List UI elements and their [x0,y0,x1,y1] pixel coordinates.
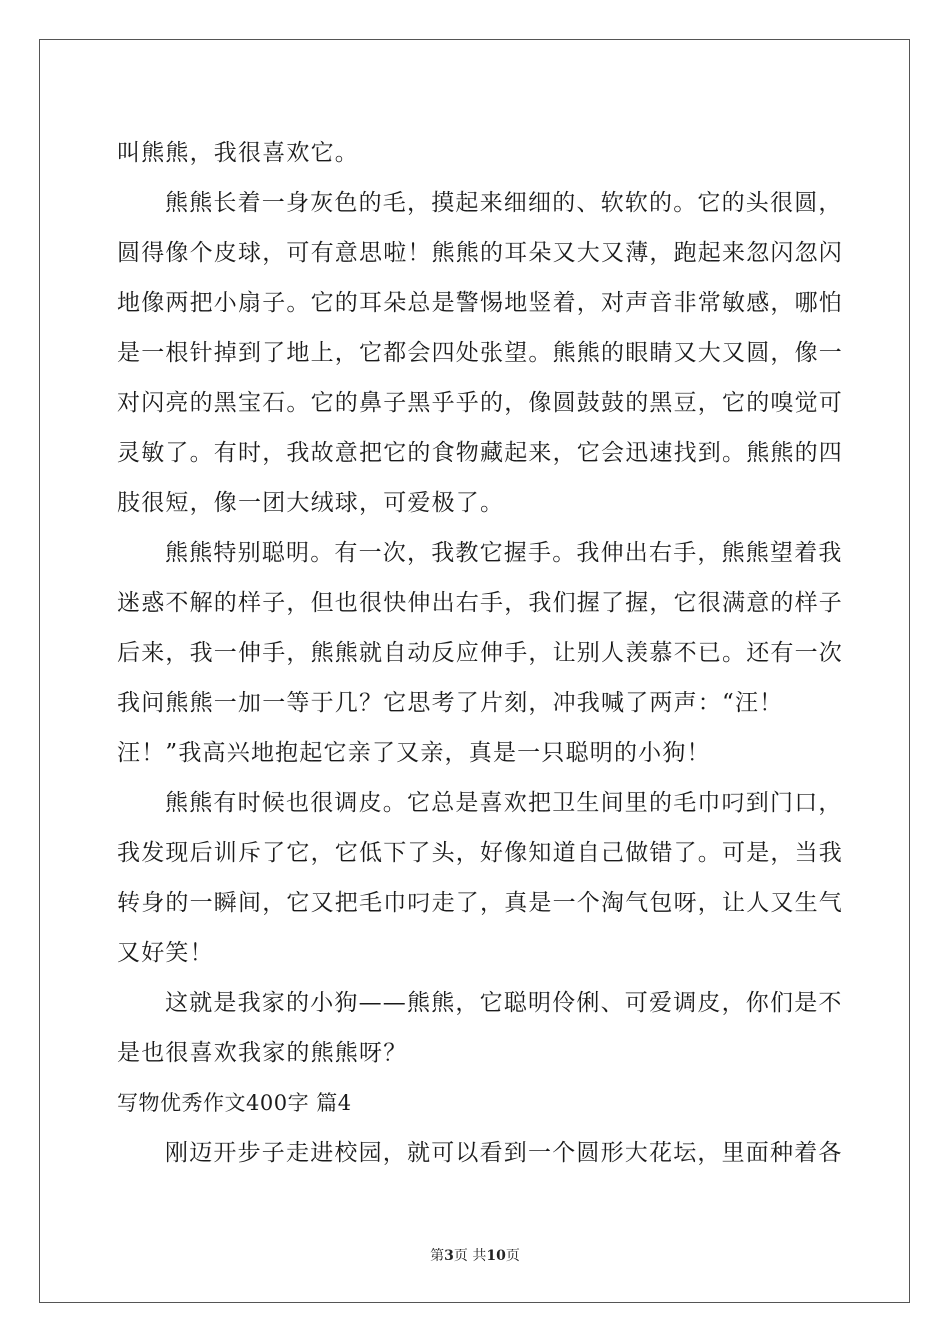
text-line: 是一根针掉到了地上，它都会四处张望。熊熊的眼睛又大又圆，像一 [117,340,843,366]
text-line: 我发现后训斥了它，它低下了头，好像知道自己做错了。可是，当我 [117,840,843,866]
section-heading: 写物优秀作文400字 篇4 [117,1091,352,1115]
text-line: 这就是我家的小狗——熊熊，它聪明伶俐、可爱调皮，你们是不 [165,990,843,1016]
text-line: 我问熊熊一加一等于几？它思考了片刻，冲我喊了两声：“汪！ [117,690,784,716]
page-footer [0,1245,950,1265]
text-line: 圆得像个皮球，可有意思啦！熊熊的耳朵又大又薄，跑起来忽闪忽闪 [117,240,843,266]
text-line: 灵敏了。有时，我故意把它的食物藏起来，它会迅速找到。熊熊的四 [117,440,843,466]
text-line: 熊熊长着一身灰色的毛，摸起来细细的、软软的。它的头很圆， [165,190,843,216]
text-line: 肢很短，像一团大绒球，可爱极了。 [117,490,505,516]
text-line: 叫熊熊，我很喜欢它。 [117,140,359,166]
text-line: 熊熊特别聪明。有一次，我教它握手。我伸出右手，熊熊望着我 [165,540,843,566]
document-body [117,128,843,1178]
text-line: 刚迈开步子走进校园，就可以看到一个圆形大花坛，里面种着各 [165,1140,843,1166]
text-line: 熊熊有时候也很调皮。它总是喜欢把卫生间里的毛巾叼到门口， [165,790,843,816]
footer-prefix: 第 [430,1248,445,1264]
text-line: 地像两把小扇子。它的耳朵总是警惕地竖着，对声音非常敏感，哪怕 [117,290,843,316]
text-line: 转身的一瞬间，它又把毛巾叼走了，真是一个淘气包呀，让人又生气 [117,890,843,916]
text-line: 对闪亮的黑宝石。它的鼻子黑乎乎的，像圆鼓鼓的黑豆，它的嗅觉可 [117,390,843,416]
footer-total-pages: 10 [486,1248,506,1264]
footer-current-page: 3 [444,1248,454,1264]
text-line: 又好笑！ [117,940,214,966]
text-line: 迷惑不解的样子，但也很快伸出右手，我们握了握，它很满意的样子 [117,590,843,616]
text-line: 是也很喜欢我家的熊熊呀？ [117,1040,408,1066]
footer-suffix: 页 [505,1248,520,1264]
footer-middle: 页 共 [453,1248,487,1264]
text-line: 后来，我一伸手，熊熊就自动反应伸手，让别人羡慕不已。还有一次 [117,640,843,666]
text-line: 汪！”我高兴地抱起它亲了又亲，真是一只聪明的小狗！ [117,740,711,766]
